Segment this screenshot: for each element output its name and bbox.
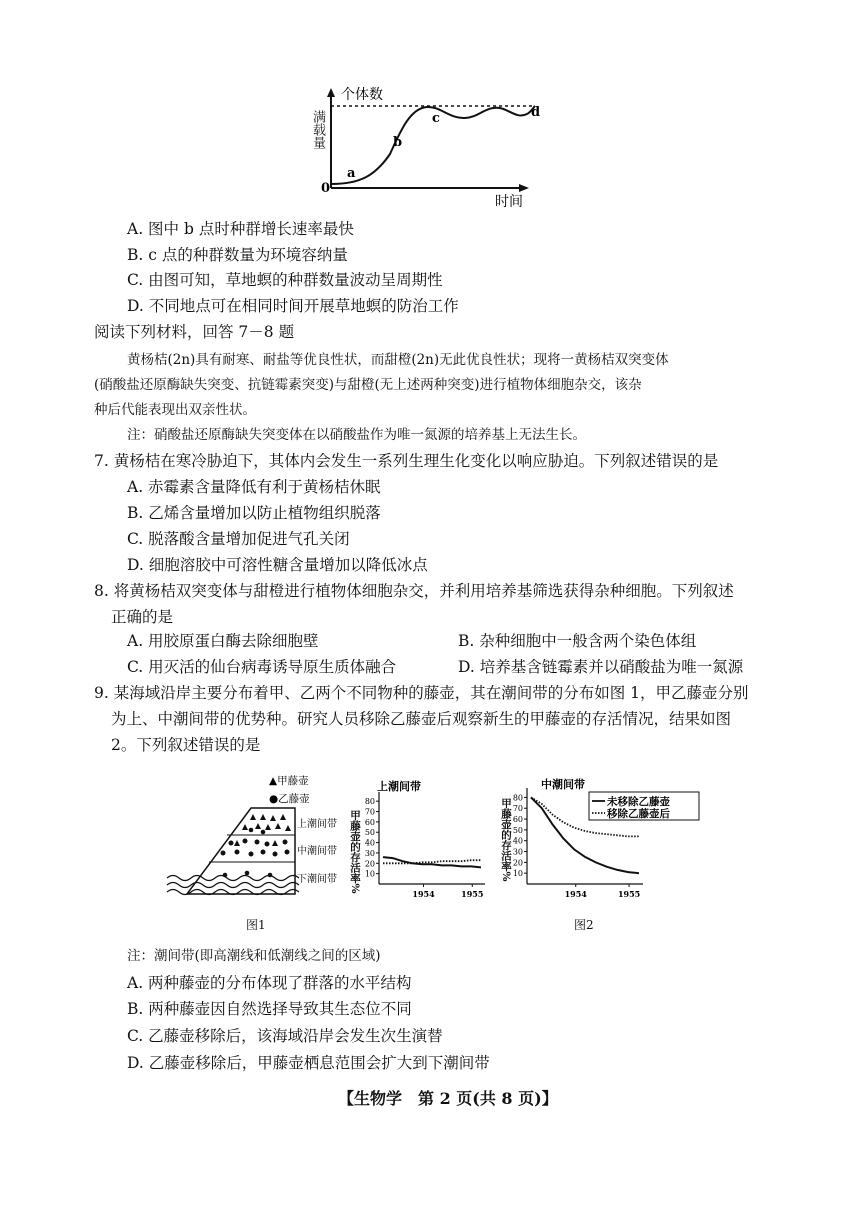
upper-chart-ytick-label: 70 bbox=[364, 807, 375, 817]
zone-label-middle: 中潮间带 bbox=[297, 846, 337, 857]
middle-chart-xtick-label: 1955 bbox=[617, 889, 641, 899]
q8-option-d: D. 培养基含链霉素并以硝酸盐为唯一氮源 bbox=[458, 658, 744, 676]
population-curve-figure bbox=[305, 84, 545, 212]
middle-chart-ytick-label: 70 bbox=[512, 804, 523, 814]
q9-option-c: C. 乙藤壶移除后，该海域沿岸会发生次生演替 bbox=[127, 1027, 443, 1045]
y-axis-arrow bbox=[327, 88, 335, 97]
q8-option-a: A. 用胶原蛋白酶去除细胞壁 bbox=[127, 632, 319, 650]
q7-option-b: B. 乙烯含量增加以防止植物组织脱落 bbox=[127, 504, 381, 522]
carrying-capacity-label: 满载量 bbox=[310, 110, 325, 149]
rock-slope bbox=[187, 808, 295, 894]
middle-chart-ytick-label: 30 bbox=[512, 847, 523, 857]
q9-note: 注：潮间带(即高潮线和低潮线之间的区域) bbox=[127, 948, 381, 964]
upper-chart-ylabel: 甲藤壶的存活率% bbox=[349, 810, 361, 894]
q7-stem: 7. 黄杨桔在寒冷胁迫下，其体内会发生一系列生理生化变化以响应胁迫。下列叙述错误的是 bbox=[94, 452, 719, 470]
upper-chart-xtick-label: 1954 bbox=[412, 889, 435, 899]
q8-option-b: B. 杂种细胞中一般含两个染色体组 bbox=[458, 632, 697, 650]
middle-chart-ytick-label: 10 bbox=[512, 869, 523, 879]
middle-chart-ytick-label: 50 bbox=[512, 825, 523, 835]
q9-stem-3: 2。下列叙述错误的是 bbox=[111, 736, 261, 754]
upper-chart-ytick-label: 40 bbox=[364, 838, 375, 848]
material-note: 注：硝酸盐还原酶缺失突变体在以硝酸盐作为唯一氮源的培养基上无法生长。 bbox=[127, 427, 586, 443]
material-intro: 阅读下列材料，回答 7－8 题 bbox=[94, 323, 295, 341]
middle-chart-ytick-label: 60 bbox=[512, 815, 523, 825]
q6-option-c: C. 由图可知，草地螟的种群数量波动呈周期性 bbox=[127, 271, 443, 289]
x-axis-arrow bbox=[519, 184, 529, 192]
middle-chart-ytick-label: 40 bbox=[512, 836, 523, 846]
q6-option-a: A. 图中 b 点时种群增长速率最快 bbox=[127, 220, 354, 238]
q6-option-d: D. 不同地点可在相同时间开展草地螟的防治工作 bbox=[127, 297, 459, 315]
material-line-2: (硝酸盐还原酶缺失突变、抗链霉素突变)与甜橙(无上述两种突变)进行植物体细胞杂交，该杂 bbox=[94, 377, 642, 393]
zone-label-lower: 下潮间带 bbox=[297, 874, 337, 885]
middle-chart-ytick-label: 20 bbox=[512, 858, 523, 868]
legend-species-b: ●乙藤壶 bbox=[269, 793, 310, 805]
origin-label: 0 bbox=[321, 181, 331, 196]
q8-stem-1: 8. 将黄杨桔双突变体与甜橙进行植物体细胞杂交，并利用培养基筛选获得杂种细胞。下列叙述 bbox=[94, 582, 734, 600]
middle-chart-ylabel: 甲藤壶的存活率% bbox=[500, 798, 512, 882]
q9-stem-2: 为上、中潮间带的优势种。研究人员移除乙藤壶后观察新生的甲藤壶的存活情况，结果如图 bbox=[111, 710, 732, 728]
q9-option-a: A. 两种藤壶的分布体现了群落的水平结构 bbox=[127, 974, 412, 992]
q6-option-b: B. c 点的种群数量为环境容纳量 bbox=[127, 246, 348, 264]
middle-chart-ytick-label: 80 bbox=[512, 793, 523, 803]
upper-chart-xtick-label: 1955 bbox=[461, 889, 484, 899]
x-axis-label: 时间 bbox=[495, 194, 523, 210]
q9-option-b: B. 两种藤壶因自然选择导致其生态位不同 bbox=[127, 1000, 412, 1018]
legend-not-removed: 未移除乙藤壶 bbox=[607, 796, 670, 808]
q8-stem-2: 正确的是 bbox=[111, 608, 174, 626]
figure-1-caption: 图1 bbox=[246, 918, 266, 932]
page-footer: 【生物学 第 2 页(共 8 页)】 bbox=[338, 1089, 558, 1108]
point-b: b bbox=[393, 135, 403, 150]
upper-chart-ytick-label: 60 bbox=[364, 817, 375, 827]
upper-chart-ytick-label: 30 bbox=[364, 848, 375, 858]
sea-waves bbox=[167, 876, 299, 895]
upper-chart-title: 上潮间带 bbox=[377, 780, 421, 793]
q7-option-a: A. 赤霉素含量降低有利于黄杨桔休眠 bbox=[127, 478, 381, 496]
y-axis-label: 个体数 bbox=[341, 87, 383, 103]
q9-option-d: D. 乙藤壶移除后，甲藤壶栖息范围会扩大到下潮间带 bbox=[127, 1054, 490, 1072]
middle-chart-title: 中潮间带 bbox=[541, 778, 585, 791]
figure-2-caption: 图2 bbox=[574, 918, 594, 932]
middle-zone-survival-chart bbox=[495, 772, 705, 907]
q8-option-c: C. 用灭活的仙台病毒诱导原生质体融合 bbox=[127, 658, 397, 676]
point-d: d bbox=[531, 105, 541, 120]
middle-chart-xtick-label: 1954 bbox=[564, 889, 587, 899]
upper-chart-ytick-label: 80 bbox=[364, 797, 375, 807]
material-line-3: 种后代能表现出双亲性状。 bbox=[94, 402, 256, 418]
upper-zone-survival-chart bbox=[345, 772, 490, 907]
legend-removed: 移除乙藤壶后 bbox=[607, 808, 670, 820]
q7-option-d: D. 细胞溶胶中可溶性糖含量增加以降低冰点 bbox=[127, 556, 428, 574]
upper-chart-ytick-label: 20 bbox=[364, 859, 375, 869]
material-line-1: 黄杨桔(2n)具有耐寒、耐盐等优良性状，而甜橙(2n)无此优良性状；现将一黄杨桔双突变体 bbox=[127, 352, 669, 368]
q7-option-c: C. 脱落酸含量增加促进气孔关闭 bbox=[127, 530, 350, 548]
intertidal-zone-diagram bbox=[165, 772, 345, 902]
upper-chart-ytick-label: 10 bbox=[364, 869, 375, 879]
point-a: a bbox=[347, 166, 356, 181]
point-c: c bbox=[432, 111, 440, 126]
legend-species-a: ▲甲藤壶 bbox=[269, 775, 309, 787]
upper-chart-ytick-label: 50 bbox=[364, 828, 375, 838]
q9-stem-1: 9. 某海域沿岸主要分布着甲、乙两个不同物种的藤壶，其在潮间带的分布如图 1，甲乙藤壶分别 bbox=[94, 684, 749, 702]
zone-label-upper: 上潮间带 bbox=[297, 819, 337, 830]
